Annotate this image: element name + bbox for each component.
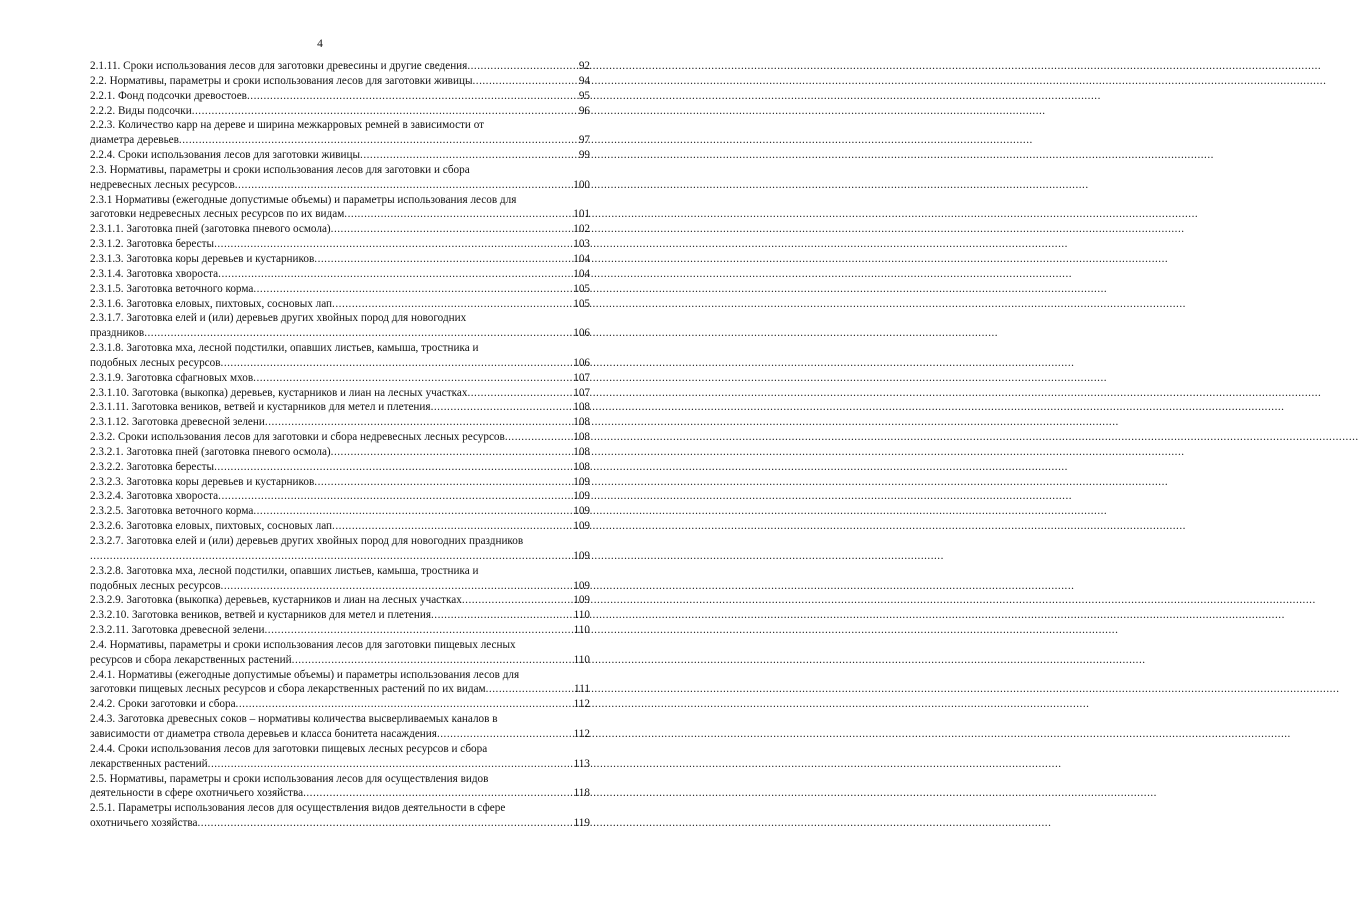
toc-entry-title: 2.3.2.9. Заготовка (выкопка) деревьев, кустарников и лиан на лесных участках xyxy=(90,594,462,607)
toc-leader-dots xyxy=(467,386,572,401)
toc-entry[interactable] xyxy=(90,608,590,623)
toc-entry[interactable] xyxy=(90,89,590,104)
toc-entry-page: 107 xyxy=(573,386,590,399)
toc-leader-dots xyxy=(236,697,573,712)
toc-entry-title: 2.3.1.4. Заготовка хвороста xyxy=(90,267,219,280)
toc-leader-dots xyxy=(264,623,572,638)
toc-entry-title: охотничьего хозяйства xyxy=(90,817,198,830)
toc-entry-title: 2.3.1.3. Заготовка коры деревьев и кустарников xyxy=(90,252,315,265)
toc-entry-heading-line: 2.5. Нормативы, параметры и сроки использования лесов для осуществления видов xyxy=(90,772,489,785)
toc-leader-dots xyxy=(437,727,573,742)
toc-leader-dots xyxy=(331,445,573,460)
toc-entry-title: 2.3.1.9. Заготовка сфагновых мхов xyxy=(90,371,254,384)
toc-entry-page: 101 xyxy=(573,208,590,221)
toc-entry[interactable] xyxy=(90,593,590,608)
toc-leader-dots xyxy=(462,593,572,608)
toc-entry[interactable] xyxy=(90,489,590,504)
toc-leader-dots xyxy=(331,222,573,237)
toc-entry[interactable] xyxy=(90,148,590,163)
toc-entry-title: 2.3.2.4. Заготовка хвороста xyxy=(90,490,219,503)
toc-entry[interactable] xyxy=(90,311,590,341)
toc-entry-heading-line: 2.3.2.8. Заготовка мха, лесной подстилки, опавших листьев, камыша, тростника и xyxy=(90,564,479,577)
toc-entry-title: 2.3.2.1. Заготовка пней (заготовка пневого осмола) xyxy=(90,445,331,458)
toc-leader-dots xyxy=(218,267,572,282)
toc-entry-title: 2.3.2.2. Заготовка бересты xyxy=(90,460,215,473)
toc-entry-page: 113 xyxy=(573,757,590,770)
toc-leader-dots xyxy=(221,579,573,594)
toc-leader-dots xyxy=(235,178,572,193)
toc-leader-dots xyxy=(303,786,573,801)
toc-leader-dots xyxy=(218,489,572,504)
toc-entry-title: 2.3.2.5. Заготовка веточного корма xyxy=(90,505,254,518)
toc-entry-page: 118 xyxy=(573,787,590,800)
toc-entry[interactable] xyxy=(90,415,590,430)
toc-entry-heading-line: 2.3. Нормативы, параметры и сроки использования лесов для заготовки и сбора xyxy=(90,163,470,176)
toc-entry-heading-line: 2.4. Нормативы, параметры и сроки использования лесов для заготовки пищевых лесных xyxy=(90,638,516,651)
toc-entry[interactable] xyxy=(90,252,590,267)
toc-entry[interactable] xyxy=(90,697,590,712)
toc-entry-heading-line: 2.4.1. Нормативы (ежегодные допустимые объемы) и параметры использования лесов для xyxy=(90,668,520,681)
table-of-contents xyxy=(90,59,590,831)
toc-entry-page: 112 xyxy=(573,727,590,740)
toc-entry[interactable] xyxy=(90,712,590,742)
toc-entry-page: 106 xyxy=(573,356,590,369)
toc-entry-title: диаметра деревьев xyxy=(90,134,179,147)
toc-leader-dots xyxy=(314,475,572,490)
toc-entry-page: 94 xyxy=(578,74,590,87)
toc-entry[interactable] xyxy=(90,623,590,638)
toc-entry-title: деятельности в сфере охотничьего хозяйства xyxy=(90,787,304,800)
toc-entry-heading-line: 2.3.1 Нормативы (ежегодные допустимые объемы) и параметры использования лесов для xyxy=(90,193,517,206)
toc-entry[interactable] xyxy=(90,222,590,237)
toc-leader-dots xyxy=(221,356,573,371)
toc-entry-page: 107 xyxy=(573,371,590,384)
toc-entry[interactable] xyxy=(90,267,590,282)
toc-entry-page: 105 xyxy=(573,297,590,310)
toc-leader-dots xyxy=(265,415,572,430)
toc-leader-dots xyxy=(247,89,578,104)
toc-entry[interactable] xyxy=(90,668,590,698)
toc-leader-dots xyxy=(431,608,573,623)
toc-entry-page: 106 xyxy=(573,327,590,340)
toc-entry[interactable] xyxy=(90,430,590,445)
toc-entry-title: 2.3.1.10. Заготовка (выкопка) деревьев, кустарников и лиан на лесных участках xyxy=(90,386,468,399)
toc-entry-page: 99 xyxy=(578,149,590,162)
toc-entry-title: праздников xyxy=(90,327,145,340)
toc-entry-title: 2.2.2. Виды подсочки xyxy=(90,104,192,117)
toc-entry[interactable] xyxy=(90,297,590,312)
toc-entry-heading-line: 2.4.4. Сроки использования лесов для заготовки пищевых лесных ресурсов и сбора xyxy=(90,742,488,755)
toc-entry-heading-line: 2.3.1.8. Заготовка мха, лесной подстилки, опавших листьев, камыша, тростника и xyxy=(90,342,479,355)
toc-entry[interactable] xyxy=(90,460,590,475)
toc-entry-heading-line: 2.3.1.7. Заготовка елей и (или) деревьев других хвойных пород для новогодних xyxy=(90,312,467,325)
toc-entry-page: 108 xyxy=(573,460,590,473)
toc-entry-title: подобных лесных ресурсов xyxy=(90,579,221,592)
toc-entry-title: лекарственных растений xyxy=(90,757,208,770)
toc-entry-heading-line: 2.5.1. Параметры использования лесов для осуществления видов деятельности в сфере xyxy=(90,802,506,815)
toc-leader-dots xyxy=(467,59,578,74)
toc-leader-dots xyxy=(197,816,572,831)
toc-leader-dots xyxy=(208,757,573,772)
toc-entry[interactable] xyxy=(90,475,590,490)
toc-entry-page: 108 xyxy=(573,401,590,414)
toc-leader-dots xyxy=(472,74,577,89)
toc-entry-page: 112 xyxy=(573,698,590,711)
toc-leader-dots xyxy=(214,237,572,252)
toc-entry-title: 2.3.2.6. Заготовка еловых, пихтовых, сосновых лап xyxy=(90,520,333,533)
toc-entry-page: 105 xyxy=(573,282,590,295)
toc-entry-title: зависимости от диаметра ствола деревьев и класса бонитета насаждения xyxy=(90,727,437,740)
toc-entry-title: заготовки недревесных лесных ресурсов по их видам xyxy=(90,208,345,221)
toc-leader-dots xyxy=(486,682,573,697)
toc-entry[interactable] xyxy=(90,371,590,386)
toc-entry-title: 2.3.2.10. Заготовка веников, ветвей и кустарников для метел и плетения xyxy=(90,609,431,622)
toc-entry-title: ресурсов и сбора лекарственных растений xyxy=(90,653,292,666)
toc-entry-page: 110 xyxy=(573,609,590,622)
toc-entry[interactable] xyxy=(90,564,590,594)
toc-entry[interactable] xyxy=(90,534,590,564)
toc-entry[interactable] xyxy=(90,74,590,89)
toc-entry[interactable] xyxy=(90,282,590,297)
toc-entry[interactable] xyxy=(90,104,590,119)
toc-leader-dots xyxy=(344,207,572,222)
toc-entry-page: 96 xyxy=(578,104,590,117)
toc-entry-page: 110 xyxy=(573,653,590,666)
toc-entry-title: 2.3.1.11. Заготовка веников, ветвей и кустарников для метел и плетения xyxy=(90,401,431,414)
toc-entry[interactable] xyxy=(90,59,590,74)
toc-entry[interactable] xyxy=(90,445,590,460)
toc-entry-page: 104 xyxy=(573,252,590,265)
toc-entry-page: 109 xyxy=(573,475,590,488)
toc-entry-page: 95 xyxy=(578,89,590,102)
toc-entry-page: 108 xyxy=(573,416,590,429)
toc-leader-dots xyxy=(431,400,573,415)
toc-entry-title: недревесных лесных ресурсов xyxy=(90,178,235,191)
toc-entry-heading-line: 2.4.3. Заготовка древесных соков – нормативы количества высверливаемых каналов в xyxy=(90,713,498,726)
toc-leader-dots xyxy=(253,282,572,297)
toc-entry[interactable] xyxy=(90,237,590,252)
toc-entry[interactable] xyxy=(90,386,590,401)
toc-entry-page: 109 xyxy=(573,490,590,503)
toc-entry-title: 2.3.2. Сроки использования лесов для заготовки и сбора недревесных лесных ресурсов xyxy=(90,431,505,444)
toc-leader-dots xyxy=(360,148,578,163)
toc-entry-title: подобных лесных ресурсов xyxy=(90,356,221,369)
toc-entry-title: 2.3.1.12. Заготовка древесной зелени xyxy=(90,416,265,429)
toc-entry-title: 2.1.11. Сроки использования лесов для заготовки древесины и другие сведения xyxy=(90,60,468,72)
toc-leader-dots xyxy=(505,430,572,445)
toc-entry-title: 2.3.1.2. Заготовка бересты xyxy=(90,238,215,251)
toc-entry[interactable] xyxy=(90,193,590,223)
toc-entry-page: 109 xyxy=(573,520,590,533)
toc-entry-title: 2.3.1.6. Заготовка еловых, пихтовых, сосновых лап xyxy=(90,297,333,310)
toc-leader-dots xyxy=(214,460,572,475)
toc-entry-title: 2.3.2.3. Заготовка коры деревьев и кустарников xyxy=(90,475,315,488)
toc-leader-dots xyxy=(332,297,572,312)
toc-entry-title: 2.3.1.5. Заготовка веточного корма xyxy=(90,282,254,295)
toc-leader-dots xyxy=(144,326,572,341)
toc-entry[interactable] xyxy=(90,801,590,831)
toc-entry-heading-line: 2.3.2.7. Заготовка елей и (или) деревьев других хвойных пород для новогодних праздников xyxy=(90,535,524,547)
toc-entry-title: 2.4.2. Сроки заготовки и сбора xyxy=(90,698,236,711)
toc-entry-page: 103 xyxy=(573,238,590,251)
toc-leader-dots xyxy=(192,104,578,119)
toc-entry[interactable] xyxy=(90,772,590,802)
toc-leader-dots xyxy=(314,252,572,267)
toc-entry-page: 111 xyxy=(574,683,590,696)
toc-entry[interactable] xyxy=(90,638,590,668)
toc-entry-page: 100 xyxy=(573,178,590,191)
toc-entry-page: 109 xyxy=(573,505,590,518)
toc-entry-title: 2.2. Нормативы, параметры и сроки использования лесов для заготовки живицы xyxy=(90,74,473,87)
toc-entry-title: 2.2.4. Сроки использования лесов для заготовки живицы xyxy=(90,149,361,162)
toc-leader-dots xyxy=(179,133,578,148)
toc-leader-dots xyxy=(90,549,572,564)
toc-entry-title: заготовки пищевых лесных ресурсов и сбора лекарственных растений по их видам xyxy=(90,683,486,696)
toc-entry-page: 97 xyxy=(578,134,590,147)
toc-leader-dots xyxy=(253,504,572,519)
toc-entry-title: 2.2.1. Фонд подсочки древостоев xyxy=(90,89,247,102)
toc-entry-page: 108 xyxy=(573,431,590,444)
toc-entry[interactable] xyxy=(90,742,590,772)
toc-leader-dots xyxy=(332,519,572,534)
toc-entry-page: 109 xyxy=(573,579,590,592)
toc-entry-title: 2.3.2.11. Заготовка древесной зелени xyxy=(90,624,265,637)
toc-entry[interactable] xyxy=(90,163,590,193)
toc-entry-page: 109 xyxy=(573,549,590,562)
toc-entry-page: 104 xyxy=(573,267,590,280)
toc-entry-page: 110 xyxy=(573,624,590,637)
toc-entry[interactable] xyxy=(90,519,590,534)
toc-entry-page: 108 xyxy=(573,445,590,458)
toc-entry-page: 102 xyxy=(573,223,590,236)
toc-leader-dots xyxy=(253,371,572,386)
page-number: 4 xyxy=(317,38,323,50)
toc-entry[interactable] xyxy=(90,504,590,519)
toc-entry-page: 109 xyxy=(573,594,590,607)
toc-entry[interactable] xyxy=(90,118,590,148)
toc-leader-dots xyxy=(292,653,573,668)
toc-entry[interactable] xyxy=(90,341,590,371)
toc-entry-heading-line: 2.2.3. Количество карр на дереве и ширина межкарровых ремней в зависимости от xyxy=(90,119,485,132)
toc-entry-title: 2.3.1.1. Заготовка пней (заготовка пневого осмола) xyxy=(90,223,331,236)
toc-entry[interactable] xyxy=(90,400,590,415)
toc-entry-page: 92 xyxy=(578,60,590,72)
toc-entry-page: 119 xyxy=(573,817,590,830)
